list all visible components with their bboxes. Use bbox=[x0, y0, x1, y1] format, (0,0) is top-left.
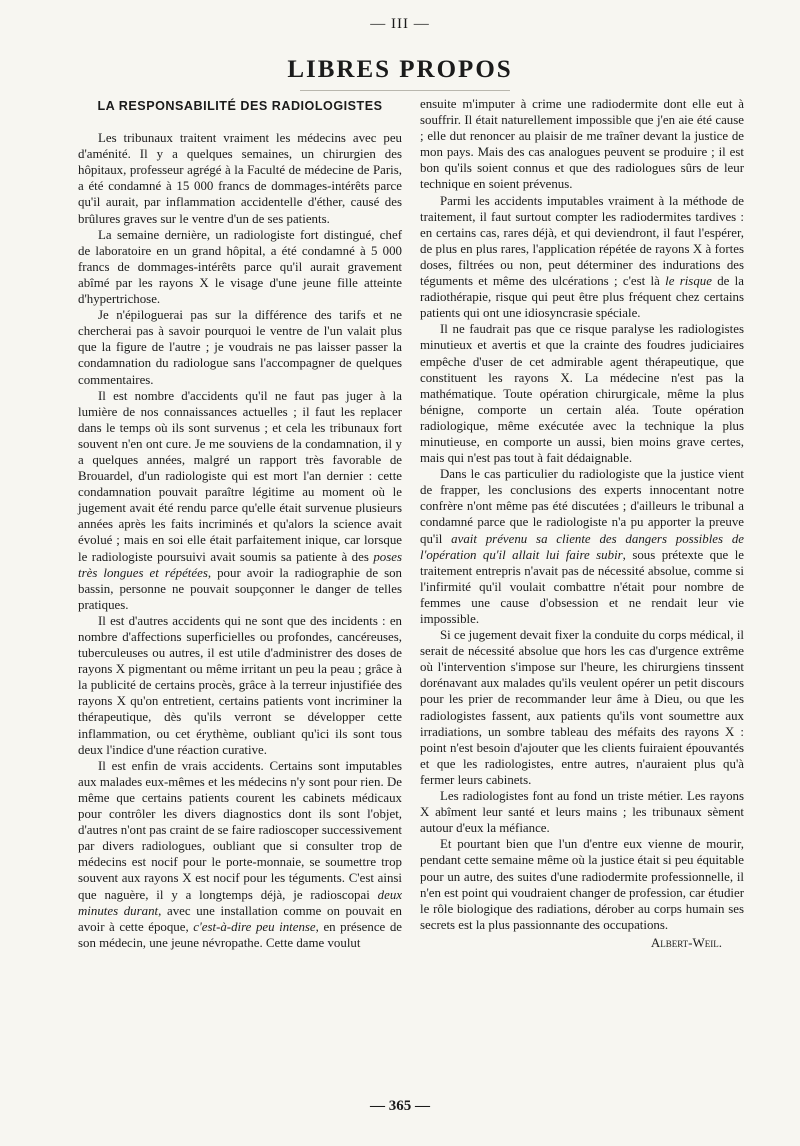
paragraph-4-text-b: , pour avoir la radiographie de son bassin, personne ne pouvait soupçonner le danger de telles pratiques. bbox=[78, 565, 402, 612]
paragraph-6-italic-2: c'est-à-dire peu intense bbox=[193, 919, 316, 934]
paragraph-12: Les radiologistes font au fond un triste métier. Les rayons X abîment leur santé et leurs mains ; les tribunaux sèment autour d'eux la méfiance. bbox=[420, 789, 744, 836]
paragraph-8-text-b: de la radiothérapie, risque qui peut être plus fréquent chez certains patients qui ont une idiosyncrasie spéciale. bbox=[420, 274, 744, 321]
paragraph-11: Si ce jugement devait fixer la conduite du corps médical, il serait de nécessité absolue que hors les cas d'urgence extrême où l'intervention s'impose sur l'heure, les chirurgiens tinssent dorénavant aux malades qu'ils veulent opérer un petit discours pour les prier de recommander leur âme à Dieu, ou que les radiologistes fassent, aux patients qu'ils vont soumettre aux irradiations, un sombre tableau des méfaits des rayons X : point n'est besoin d'ajouter que les clients fuiraient épouvantés et que les radiologistes, entre autres, n'auraient plus qu'à fermer leurs cabinets. bbox=[420, 628, 744, 787]
author-signature: Albert-Weil. bbox=[650, 934, 722, 950]
top-page-number: — III — bbox=[370, 16, 430, 32]
paragraph-3: Je n'épiloguerai pas sur la différence des tarifs et ne chercherai pas à savoir pourquoi le ventre de l'un valait plus que la figure de l'autre ; je voudrais ne pas laisser passer la condamnation du radiologue sans l'accompagner de quelques commentaires. bbox=[78, 308, 402, 387]
paragraph-4-text-a: Il est nombre d'accidents qu'il ne faut pas juger à la lumière de nos connaissances actuelles ; il faut les replacer dans le temps où ils sont survenus ; et cela les tribunaux fort souvent n'en ont cure. Je me souviens de la condamnation, il y a quelques années, malgré un rapport très favorable de Brouardel, d'un radiologiste qui est mort l'an dernier : cette condamnation pouvait paraître légitime au moment où le jugement avait été rendu parce qu'elle était survenue plusieurs années après les faits incriminés et qu'alors la science avait évolué ; mais en soi elle était parfaitement inique, car lorsque le radiologiste poursuivi avait soumis sa patiente à des bbox=[78, 388, 402, 564]
section-title: LIBRES PROPOS bbox=[287, 56, 513, 83]
left-column bbox=[78, 96, 402, 951]
right-column bbox=[420, 96, 744, 951]
paragraph-4 bbox=[78, 388, 402, 613]
paragraph-8 bbox=[420, 193, 744, 322]
bottom-page-number: — 365 — bbox=[370, 1098, 430, 1114]
paragraph-9: Il ne faudrait pas que ce risque paralyse les radiologistes minutieux et avertis et que la crainte des foudres judiciaires empêche d'user de cet admirable agent thérapeutique, que constituent les rayons X. La médecine n'est pas la mathématique. Toute opération chirurgicale, même la plus bénigne, comporte un certain aléa. Toute opération radiologique, même exécutée avec la technique la plus minutieuse, en comporte un aussi, bien moins grave certes, mais qui n'est pas tout à fait dédaignable. bbox=[420, 322, 744, 466]
paragraph-8-text-a: Parmi les accidents imputables vraiment à la méthode de traitement, il faut surtout compter les radiodermites tardives : en certains cas, rares déjà, et qui deviendront, il faut l'espérer, de plus en plus rares, l'application répétée de rayons X à fortes doses, filtrées ou non, peut déterminer des indurations des téguments et même des ulcérations ; c'est là bbox=[420, 193, 744, 289]
paragraph-10 bbox=[420, 466, 744, 627]
paragraph-7: ensuite m'imputer à crime une radiodermite dont elle eut à souffrir. Il était naturellement impossible que j'en aie été cause ; elle dut renoncer au plaisir de me traîner devant la justice de mon pays. Mais des cas analogues peuvent se produire ; il est bon qu'ils soient connus et que des radiologues sûrs de leur technique en soient prévenus. bbox=[420, 97, 744, 192]
paragraph-10-text-a: Dans le cas particulier du radiologiste que la justice vient de frapper, les conclusions des experts innocentant notre confrère n'ont même pas été discutées ; d'ailleurs le tribunal a condamné parce que le radiologiste n'a pu apporter la preuve qu'il bbox=[420, 467, 744, 546]
paragraph-2: La semaine dernière, un radiologiste fort distingué, chef de laboratoire en un grand hôpital, a été condamné à 5 000 francs de dommages-intérêts parce qu'il aurait gravement abîmé par les rayons X le visage d'une jeune fille atteinte d'hypertrichose. bbox=[78, 227, 402, 307]
paragraph-6-text-b: , avec une installation comme on pouvait en avoir à cette époque, bbox=[78, 903, 403, 934]
paragraph-6-text-c: , en présence de son médecin, une jeune névropathe. Cette dame voulut bbox=[78, 919, 403, 950]
paragraph-5: Il est d'autres accidents qui ne sont que des incidents : en nombre d'affections superficielles ou profondes, cancéreuses, tuberculeuses ou autres, il est utile d'administrer des doses de rayons X pigmentant ou même irritant un peu la peau ; grâce à la publicité de certains procès, grâce à la terreur injustifiée des rayons X qu'on entretient, certains patients vont incriminer la thérapeutique, dès qu'ils verront se développer cette inflammation, ou cet érythème, oubliant qu'ici ils sont tous deux l'indice d'une réaction curative. bbox=[78, 613, 402, 757]
paragraph-10-text-b: , sous prétexte que le traitement entrepris n'avait pas de nécessité absolue, comme si l'infirmité qu'il voulait combattre n'était pour nombre de femmes une cause d'obsession et ne rendait leur vie impossible. bbox=[420, 547, 744, 626]
paragraph-8-italic: le risque bbox=[665, 274, 712, 289]
paragraph-13: Et pourtant bien que l'un d'entre eux vienne de mourir, pendant cette semaine même où la justice était si peu équitable pour un autre, des suites d'une radiodermite professionnelle, il n'en est point qui voudraient changer de profession, car étudier le rôle biologique des radiations, dérober au corps humain ses secrets est la plus passionnante des occupations. bbox=[420, 837, 744, 932]
paragraph-1: Les tribunaux traitent vraiment les médecins avec peu d'aménité. Il y a quelques semaines, un chirurgien des hôpitaux, professeur agrégé à la Faculté de médecine de Paris, a été condamné à 15 000 francs de dommages-intérêts parce qu'il aurait, par inflammation accidentelle d'éther, causé des brûlures graves sur le ventre d'un de ses patients. bbox=[78, 131, 402, 226]
article-title: LA RESPONSABILITÉ DES RADIOLOGISTES bbox=[97, 99, 383, 113]
paragraph-6 bbox=[78, 758, 402, 951]
paragraph-4-italic: poses très longues et répétées bbox=[78, 549, 402, 580]
paragraph-10-italic: avait prévenu sa cliente des dangers possibles de l'opération qu'il allait lui faire subir bbox=[420, 531, 744, 562]
paragraph-6-text-a: Il est enfin de vrais accidents. Certains sont imputables aux malades eux-mêmes et les médecins n'y sont pour rien. De même que certains patients courent les cabinets médicaux pour contrôler les divers diagnostics dont ils sont l'objet, d'autres n'ont pas craint de se faire radioscoper successivement par divers radiologues, oubliant que si consulter trop de médecins est nocif pour le porte-monnaie, se soumettre trop souvent aux rayons X est nocif pour les téguments. C'est ainsi que naguère, il y a longtemps déjà, je radioscopai bbox=[78, 758, 402, 902]
paragraph-6-italic-1: deux minutes durant bbox=[78, 887, 402, 918]
title-rule bbox=[300, 90, 510, 91]
